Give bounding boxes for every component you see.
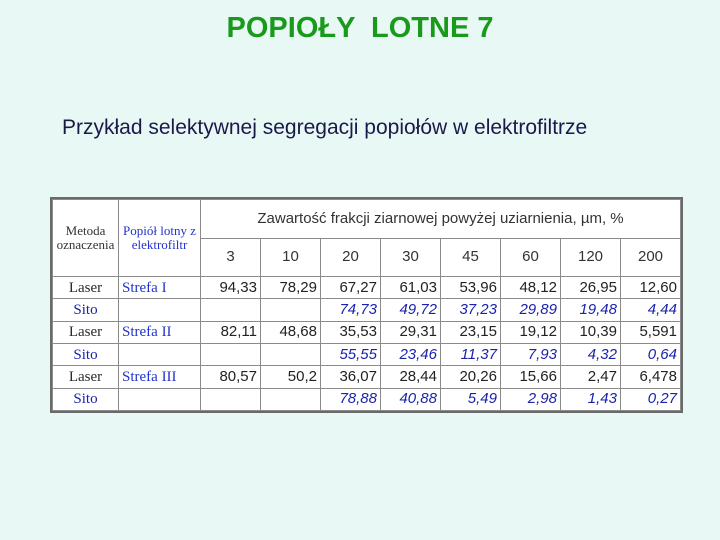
value-cell: 74,73: [321, 299, 381, 321]
value-cell: 2,47: [561, 366, 621, 388]
value-cell: 29,31: [381, 321, 441, 343]
value-cell: 35,53: [321, 321, 381, 343]
value-cell: [261, 388, 321, 410]
size-header-cell: 30: [381, 238, 441, 277]
zone-cell: [119, 299, 201, 321]
table-row: [53, 388, 681, 410]
value-cell: 0,64: [621, 344, 681, 366]
method-cell: Laser: [53, 366, 119, 388]
value-cell: 23,15: [441, 321, 501, 343]
value-cell: 50,2: [261, 366, 321, 388]
value-cell: 82,11: [201, 321, 261, 343]
value-cell: [201, 388, 261, 410]
size-header-cell: 20: [321, 238, 381, 277]
value-cell: 5,591: [621, 321, 681, 343]
value-cell: 11,37: [441, 344, 501, 366]
value-cell: 0,27: [621, 388, 681, 410]
value-cell: 29,89: [501, 299, 561, 321]
page-subtitle: Przykład selektywnej segregacji popiołów w elektrofiltrze: [62, 116, 588, 139]
value-cell: 55,55: [321, 344, 381, 366]
value-cell: 94,33: [201, 277, 261, 299]
header-method: Metoda oznaczenia: [53, 200, 119, 277]
size-header-cell: 200: [621, 238, 681, 277]
table-row: [53, 277, 681, 299]
value-cell: 67,27: [321, 277, 381, 299]
table-row: [53, 321, 681, 343]
size-header-cell: 45: [441, 238, 501, 277]
value-cell: 15,66: [501, 366, 561, 388]
value-cell: 80,57: [201, 366, 261, 388]
page-title: POPIOŁY LOTNE 7: [226, 12, 494, 44]
value-cell: 10,39: [561, 321, 621, 343]
method-cell: Laser: [53, 321, 119, 343]
zone-cell: Strefa I: [119, 277, 201, 299]
zone-cell: [119, 344, 201, 366]
value-cell: 48,68: [261, 321, 321, 343]
value-cell: 4,32: [561, 344, 621, 366]
value-cell: [201, 299, 261, 321]
value-cell: 12,60: [621, 277, 681, 299]
value-cell: [201, 344, 261, 366]
header-fraction-group: Zawartość frakcji ziarnowej powyżej uziarnienia, µm, %: [201, 200, 681, 239]
value-cell: 2,98: [501, 388, 561, 410]
table-row: [53, 366, 681, 388]
zone-cell: [119, 388, 201, 410]
value-cell: 19,48: [561, 299, 621, 321]
method-cell: Sito: [53, 388, 119, 410]
size-header-cell: 3: [201, 238, 261, 277]
value-cell: 26,95: [561, 277, 621, 299]
zone-cell: Strefa III: [119, 366, 201, 388]
zone-cell: Strefa II: [119, 321, 201, 343]
value-cell: 7,93: [501, 344, 561, 366]
value-cell: 28,44: [381, 366, 441, 388]
table-row: [53, 299, 681, 321]
method-cell: Sito: [53, 344, 119, 366]
header-ash: Popiół lotny z elektrofiltr: [119, 200, 201, 277]
data-table: [52, 199, 681, 411]
method-cell: Laser: [53, 277, 119, 299]
value-cell: 6,478: [621, 366, 681, 388]
value-cell: 78,29: [261, 277, 321, 299]
value-cell: 4,44: [621, 299, 681, 321]
value-cell: 40,88: [381, 388, 441, 410]
fly-ash-table: [50, 197, 683, 413]
value-cell: 5,49: [441, 388, 501, 410]
size-header-cell: 120: [561, 238, 621, 277]
value-cell: [261, 299, 321, 321]
value-cell: [261, 344, 321, 366]
value-cell: 1,43: [561, 388, 621, 410]
value-cell: 36,07: [321, 366, 381, 388]
value-cell: 20,26: [441, 366, 501, 388]
value-cell: 19,12: [501, 321, 561, 343]
size-header-cell: 10: [261, 238, 321, 277]
size-header-cell: 60: [501, 238, 561, 277]
value-cell: 48,12: [501, 277, 561, 299]
value-cell: 23,46: [381, 344, 441, 366]
value-cell: 49,72: [381, 299, 441, 321]
table-row: [53, 344, 681, 366]
value-cell: 53,96: [441, 277, 501, 299]
value-cell: 61,03: [381, 277, 441, 299]
value-cell: 37,23: [441, 299, 501, 321]
method-cell: Sito: [53, 299, 119, 321]
value-cell: 78,88: [321, 388, 381, 410]
